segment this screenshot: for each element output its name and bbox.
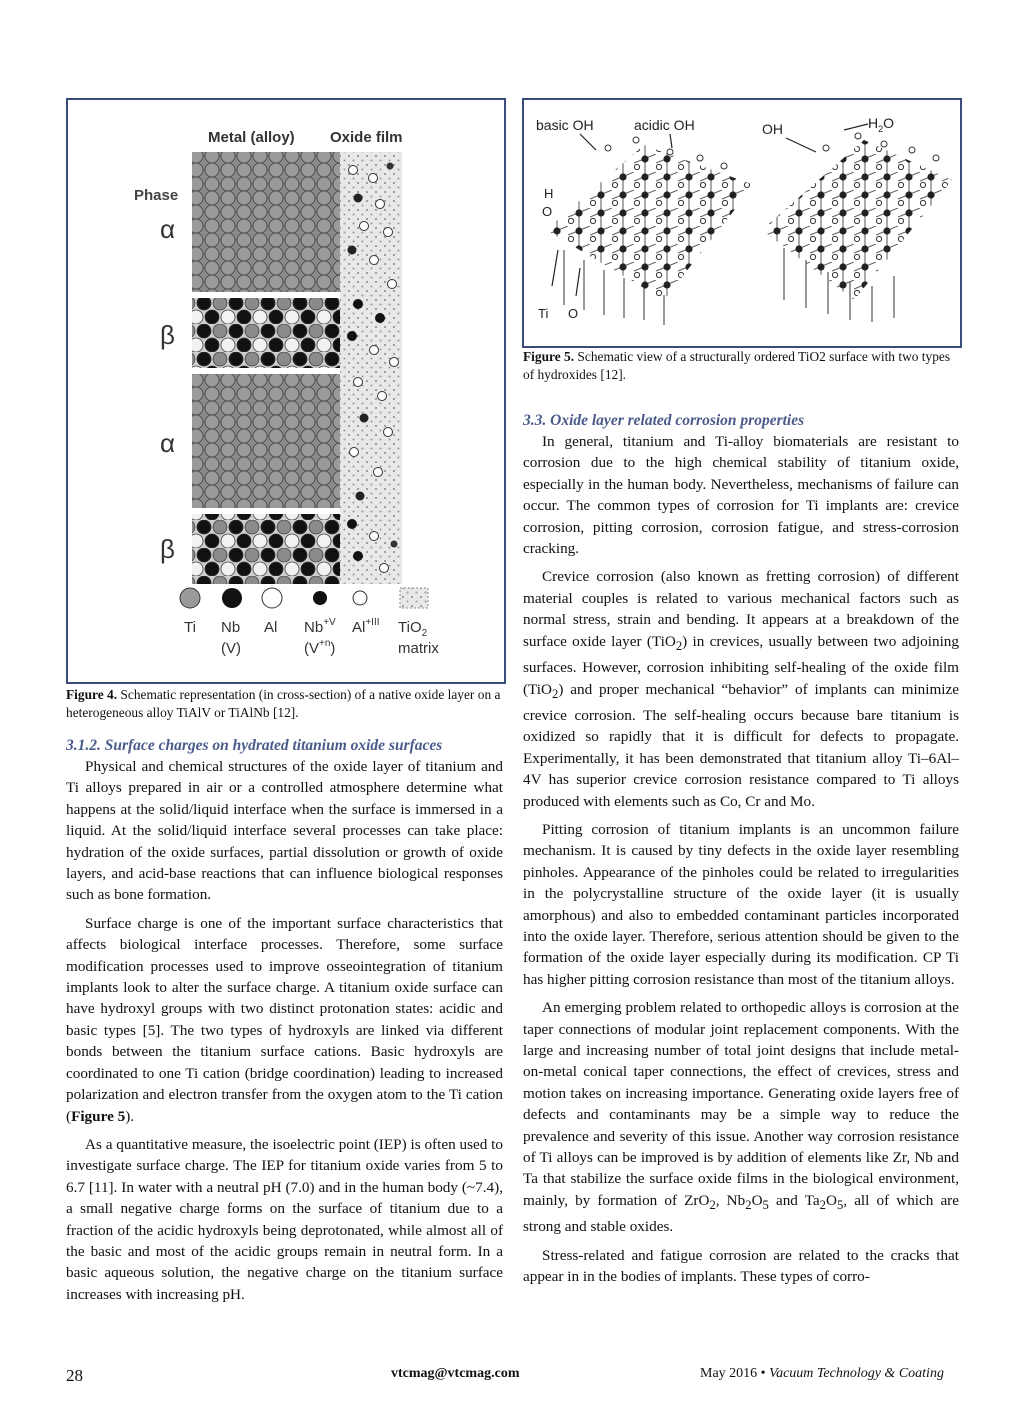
figure-4-caption-text: Schematic representation (in cross-section) of a native oxide layer on a heterogeneous alloy TiAlV or TiAlNb [12].: [66, 687, 501, 720]
figure-4-caption: [66, 686, 502, 722]
lattice-right: [762, 140, 952, 300]
alpha-region-2: [192, 374, 340, 508]
label-acidic-oh: acidic OH: [634, 117, 695, 133]
figure-5-caption-label: Figure 5.: [523, 349, 575, 364]
beta-region-2: [192, 514, 340, 584]
footer-publication: [700, 1366, 944, 1382]
figure-4-caption-label: Figure 4.: [66, 687, 118, 702]
footer-date: May 2016: [700, 1366, 758, 1381]
right-paragraph-3: Pitting corrosion of titanium implants is an uncommon failure mechanism. It is caused by tiny defects in the oxide layer resembling pinholes. Appearance of the pinholes could be related to irregularities in the polycrystalline structure of the oxide layer (it is usually amorphous) and also to embedded contaminant particles incorporated into the oxide layer. Therefore, serious attention should be given to the formation of the oxide layer especially during its modification. CP Ti has higher pitting corrosion resistance than most of the titanium alloys.: [523, 820, 959, 988]
legend-tio2-symbol: [400, 588, 428, 608]
label-oh: OH: [762, 121, 783, 137]
legend-tio2: TiO$_2$: [398, 619, 428, 639]
label-o-left: O: [542, 204, 553, 219]
figure-4-illustration: [68, 100, 500, 678]
beta-region-1: [192, 298, 340, 368]
right-paragraph-2: Crevice corrosion (also known as fretting corrosion) of different material couples is related to various mechanical factors such as normal stress, strain and bending. It appears at a breakdown of the surface oxide layer (TiO$_2$) in crevices, usually between two adjoining surfaces. However, corrosion inhibiting self-healing of the oxide film (TiO$_2$) and proper mechanical “behavior” of implants can minimize crevice corrosion. The self-healing occurs because bare titanium is oxidized so rapidly that it is difficult for defects to propagate. Experimentally, it has been demonstrated that titanium alloy Ti–6Al–4V has superior crevice corrosion resistance compared to Ti alloys produced with elements such as Co, Cr and Mo.: [523, 568, 959, 810]
label-ti: Ti: [538, 306, 549, 321]
legend-al-symbol: [262, 588, 282, 608]
figure-5-illustration: [524, 100, 956, 342]
legend-nb: Nb: [221, 619, 241, 636]
header-oxide: Oxide film: [330, 129, 403, 146]
legend-nb-ion-symbol: [313, 591, 327, 605]
header-metal: Metal (alloy): [208, 129, 295, 146]
label-basic-oh: basic OH: [536, 117, 594, 133]
oxide-film: [340, 152, 402, 584]
alpha-region-1: [192, 152, 340, 292]
page-number: 28: [66, 1366, 83, 1385]
figure-5-caption: [523, 348, 959, 384]
right-paragraph-5: Stress-related and fatigue corrosion are related to the cracks that appear in in the bodies of implants. These types of corro-: [523, 1246, 959, 1286]
right-paragraph-4: An emerging problem related to orthopedic alloys is corrosion at the taper connections of modular joint replacement components. With the large and increasing number of total joint designs that include metal-on-metal conical taper connections, the effect of crevices, stress and motion takes on increasing importance. Generating oxide layers free of defects and contaminants may be a simple way to reduce the prevalence and severity of this issue. Another way corrosion resistance of Ti alloys can be improved is by addition of elements like Zr, Nb and Ta that stabilize the surface oxide films in the biological environment, mainly, by formation of ZrO$_2$, $Nb_2O_5$ and $Ta_2O_5$, all of which are strong and stable oxides.: [523, 999, 959, 1236]
left-column: [66, 735, 503, 1312]
phase-alpha-1: α: [160, 214, 176, 244]
figure-5-caption-text: Schematic view of a structurally ordered TiO2 surface with two types of hydroxides [12].: [523, 349, 951, 382]
legend-nb-ion: $Nb^{+V}$: [304, 617, 336, 636]
legend-al-ion-symbol: [353, 591, 367, 605]
legend: [180, 588, 428, 608]
legend-ti-symbol: [180, 588, 200, 608]
figure-4: [66, 98, 506, 684]
phase-label: Phase: [134, 187, 179, 204]
label-h2o: $H_2O$: [868, 115, 895, 134]
legend-al-ion: $Al^{+III}$: [352, 617, 380, 636]
legend-nb-symbol: [222, 588, 242, 608]
legend-nb-vn: $(V^{+n})$: [304, 638, 336, 657]
footer-email[interactable]: vtcmag@vtcmag.com: [391, 1366, 520, 1381]
phase-alpha-2: α: [160, 428, 176, 458]
section-heading-3-1-2: 3.1.2. Surface charges on hydrated titanium oxide surfaces: [66, 737, 443, 754]
figure-5: [522, 98, 962, 348]
right-paragraph-1: In general, titanium and Ti-alloy biomaterials are resistant to corrosion due to the high chemical stability of titanium oxide, especially in the human body. Nevertheless, mechanisms of failure can occur. The common types of corrosion for Ti implants are: crevice corrosion, pitting corrosion, corrosion fatigue, and stress-corrosion cracking.: [523, 433, 959, 558]
phase-beta-2: β: [160, 534, 175, 564]
legend-nb-v: (V): [221, 640, 241, 657]
footer-journal: Vacuum Technology & Coating: [769, 1366, 944, 1381]
section-heading-3-3: 3.3. Oxide layer related corrosion properties: [523, 412, 805, 429]
label-h: H: [544, 186, 554, 201]
footer-bullet: •: [760, 1366, 766, 1381]
legend-ti: Ti: [184, 619, 196, 636]
right-column: [523, 410, 959, 1295]
legend-matrix: matrix: [398, 640, 439, 657]
left-paragraph-3: As a quantitative measure, the isoelectric point (IEP) is often used to investigate surface charge. The IEP for titanium oxide varies from 5 to 6.7 [11]. In water with a neutral pH (7.0) and in the human body (~7.4), a small negative charge forms on the surface of titanium due to a fraction of the acidic hydroxyls being deprotonated, while almost all of the basic and most of the acidic groups remain in neutral form. In a basic aqueous solution, the negative charge on the titanium surface increases with increasing pH.: [66, 1135, 503, 1303]
left-paragraph-1: Physical and chemical structures of the oxide layer of titanium and Ti alloys prepared in air or a controlled atmosphere determine what happens at the solid/liquid interface when the surface is immersed in a liquid. At the solid/liquid interface several processes can take place: hydration of the oxide surfaces, partial dissolution or growth of oxide layers, and acid-base reactions that can influence biological responses such as bone formation.: [66, 758, 503, 904]
phase-beta-1: β: [160, 320, 175, 350]
legend-al: Al: [264, 619, 278, 636]
left-paragraph-2: Surface charge is one of the important surface characteristics that affects biological interface processes. Therefore, some surface modification processes used to improve osseointegration of titanium implants look to alter the surface charge. A titanium oxide surface can have hydroxyl groups with two distinct protonation states: acidic and basic types [5]. The two types of hydroxyls are linked via different bonds between the titanium surface cations. Basic hydroxyls are coordinated to one Ti cation (bridge coordination) leading to increased polarization and electron transfer from the oxygen atom to the Ti cation (Figure 5).: [66, 914, 503, 1125]
label-o-bottom: O: [568, 306, 579, 321]
